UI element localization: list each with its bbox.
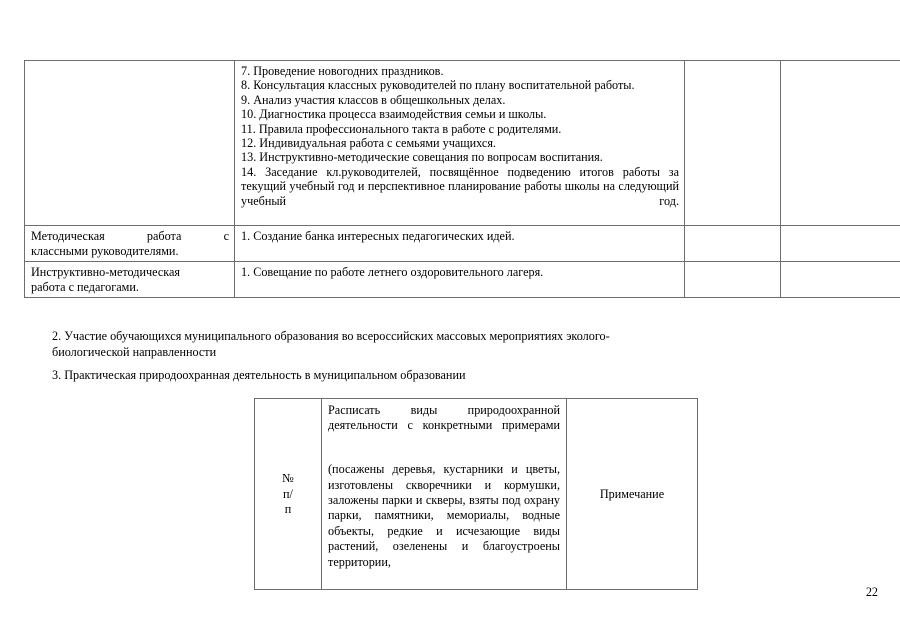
category-word: Методическая bbox=[31, 229, 105, 244]
header-number-line1: № bbox=[282, 471, 294, 486]
table-row bbox=[25, 226, 900, 262]
header-cell-note: Примечание bbox=[567, 399, 698, 590]
activity-item: 13. Инструктивно-методические совещания по вопросам воспитания. bbox=[241, 150, 603, 165]
cell-category-row3 bbox=[25, 262, 235, 298]
paragraph-item-3: 3. Практическая природоохранная деятельность в муниципальном образовании bbox=[52, 368, 466, 382]
page-number: 22 bbox=[865, 585, 878, 599]
cell-empty-c-row3 bbox=[685, 262, 781, 298]
cell-empty-d-row3 bbox=[781, 262, 900, 298]
category-word: работа bbox=[146, 229, 182, 244]
category-line-justified bbox=[31, 229, 229, 243]
header-number-line3: п bbox=[284, 501, 292, 516]
cell-activities-row1 bbox=[235, 61, 685, 226]
description-examples: (посажены деревья, кустарники и цветы, изготовлены скворечники и кормушки, заложены парки и скверы, взяты под охрану парки, памятники, мемориалы, водные объекты, редкие и исчезающие виды растений, озеленены и благоустроены территории, bbox=[328, 462, 560, 569]
cell-empty-c-row2 bbox=[685, 226, 781, 262]
header-cell-number bbox=[255, 399, 322, 590]
cell-empty-d-row2 bbox=[781, 226, 900, 262]
category-line: классными руководителями. bbox=[31, 243, 179, 258]
activity-item: 10. Диагностика процесса взаимодействия семьи и школы. bbox=[241, 107, 547, 122]
table-header-row bbox=[255, 399, 698, 590]
activity-item: 7. Проведение новогодних праздников. bbox=[241, 64, 444, 78]
category-line: работа с педагогами. bbox=[31, 279, 139, 294]
activity-item: 12. Индивидуальная работа с семьями учащихся. bbox=[241, 136, 496, 151]
activity-item: 11. Правила профессионального такта в работе с родителями. bbox=[241, 121, 562, 136]
category-line: Инструктивно-методическая bbox=[31, 265, 181, 280]
category-word: с bbox=[223, 229, 229, 244]
environmental-activity-table bbox=[254, 398, 698, 590]
header-cell-description bbox=[322, 399, 567, 590]
table-row bbox=[25, 61, 900, 226]
description-title: Расписать виды природоохранной деятельности с конкретными примерами bbox=[328, 403, 560, 433]
cell-empty-c-row1 bbox=[685, 61, 781, 226]
activity-item: 9. Анализ участия классов в общешкольных делах. bbox=[241, 92, 506, 107]
cell-category-row2 bbox=[25, 226, 235, 262]
cell-category-row1 bbox=[25, 61, 235, 226]
activity-item-paragraph: 14. Заседание кл.руководителей, посвящённое подведению итогов работы за текущий учебный год и перспективное планирование работы школы на следующий учебный год. bbox=[241, 164, 679, 208]
table-row bbox=[25, 262, 900, 298]
cell-empty-d-row1 bbox=[781, 61, 900, 226]
paragraph-item-2: 2. Участие обучающихся муниципального образования во всероссийских массовых мероприятиях эколого-биологической направленности bbox=[52, 329, 610, 359]
cell-activities-row2: 1. Создание банка интересных педагогических идей. bbox=[235, 226, 685, 262]
cell-activities-row3: 1. Совещание по работе летнего оздоровительного лагеря. bbox=[235, 262, 685, 298]
header-number-line2: п/ bbox=[283, 486, 293, 501]
methodical-work-table bbox=[24, 60, 900, 298]
activity-item: 8. Консультация классных руководителей по плану воспитательной работы. bbox=[241, 78, 635, 93]
spacer bbox=[328, 449, 560, 462]
